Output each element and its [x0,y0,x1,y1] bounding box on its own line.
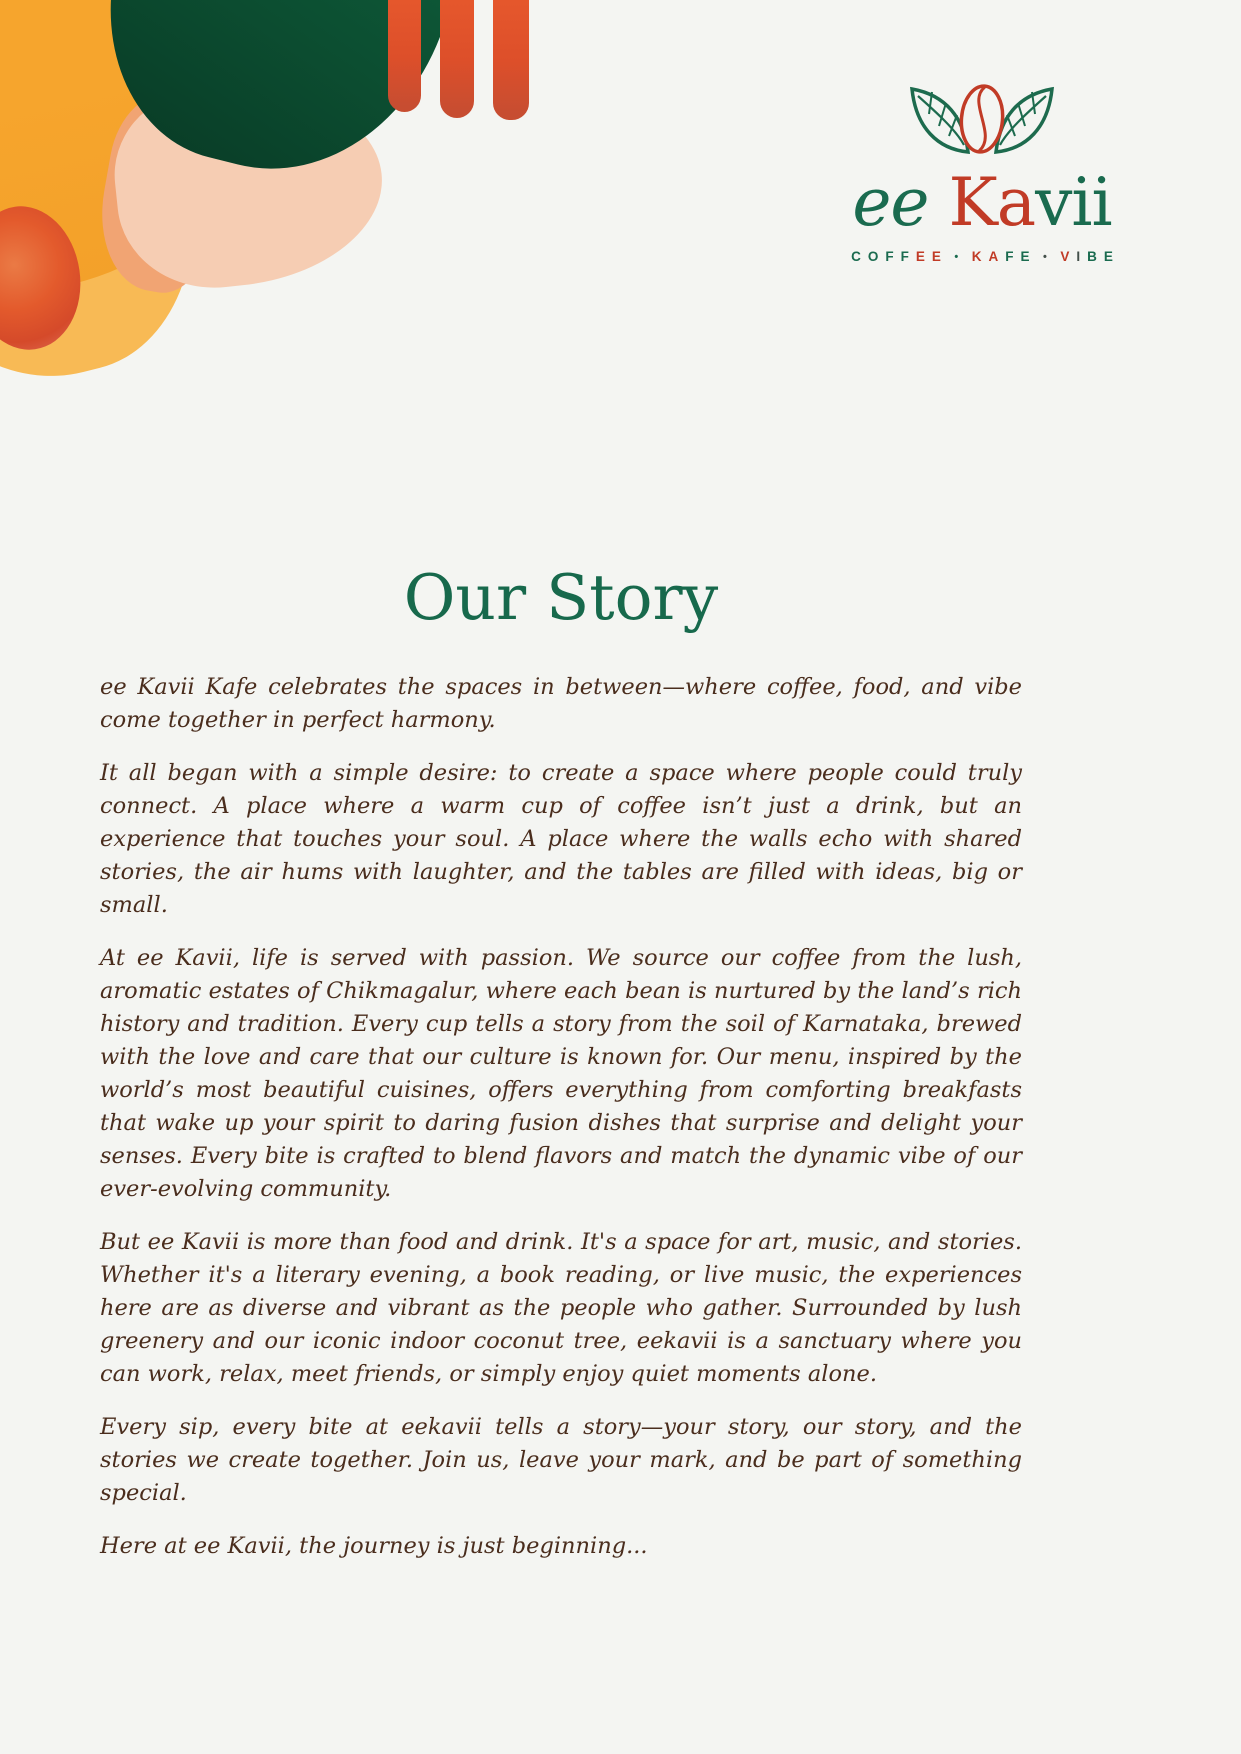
decor-dark-green-blob [76,0,490,205]
wordmark-segment [928,164,948,241]
decor-light-orange-blob [0,0,232,405]
tagline-letter: • [954,250,959,263]
wordmark-segment: ee [852,164,929,241]
tagline-letter: E [1103,249,1113,265]
page-title: Our Story [403,561,719,634]
decor-fork-stripe-2 [440,0,474,118]
story-paragraph: ee Kavii Kafe celebrates the spaces in between—where coffee, food, and vibe come together in perfect harmony. [100,674,1022,733]
decor-fork-stripe-1 [388,0,421,112]
tagline-letter: I [1076,249,1081,265]
tagline-letter: E [1020,249,1030,265]
tagline-letter: • [1043,250,1047,263]
story-paragraph: It all began with a simple desire: to create a space where people could truly connect. A place where a warm cup of coffee isn’t just a drink, but an experience that touches your soul. A place where the walls echo with shared stories, the air hums with laughter, and the tables are filled with ideas, big or small. [100,760,1022,918]
decor-fork-stripe-3 [493,0,529,120]
story-paragraph: Here at ee Kavii, the journey is just beginning... [100,1533,648,1559]
tagline-letter: F [900,249,909,265]
tagline-letter: V [1060,249,1070,265]
story-paragraph: Every sip, every bite at eekavii tells a story—your story, our story, and the stories we create together. Join us, leave your mark, and be part of something special. [100,1414,1022,1506]
tagline-letter: K [971,249,982,265]
tagline-letter: O [867,249,879,265]
coffee-bean-leaves-icon [821,76,1143,164]
story-section [100,561,1022,1583]
tagline-letter: F [1005,249,1014,265]
brand-logo [821,76,1143,264]
decor-orange-blob [0,0,294,337]
tagline-letter: E [915,249,925,265]
decor-peach-stroke [106,73,391,298]
decor-red-orange-circle [0,199,89,357]
wordmark-segment: vii [1035,164,1112,241]
story-paragraph: At ee Kavii, life is served with passion. We source our coffee from the lush, aromatic estates of Chikmagalur, where each bean is nurtured by the land’s rich history and tradition. Every cup tells a story from the soil of Karnataka, brewed with the love and care that our culture is known for. Our menu, inspired by the world’s most beautiful cuisines, offers everything from comforting breakfasts that wake up your spirit to daring fusion dishes that surprise and delight your senses. Every bite is crafted to blend flavors and match the dynamic vibe of our ever-evolving community. [100,945,1022,1202]
story-body [100,671,1022,1563]
story-paragraph: But ee Kavii is more than food and drink. It's a space for art, music, and stories. Whether it's a literary evening, a book reading, or live music, the experiences here are as diverse and vibrant as the people who gather. Surrounded by lush greenery and our iconic indoor coconut tree, eekavii is a sanctuary where you can work, relax, meet friends, or simply enjoy quiet moments alone. [100,1229,1022,1387]
brand-tagline [821,250,1143,264]
tagline-letter: E [931,249,941,265]
decor-salmon-stroke [89,83,242,301]
tagline-letter: C [851,249,861,265]
brand-wordmark [821,164,1143,241]
wordmark-segment: Ka [948,164,1036,241]
tagline-letter: B [1087,249,1097,265]
tagline-letter: A [988,249,999,265]
tagline-letter: F [885,249,894,265]
